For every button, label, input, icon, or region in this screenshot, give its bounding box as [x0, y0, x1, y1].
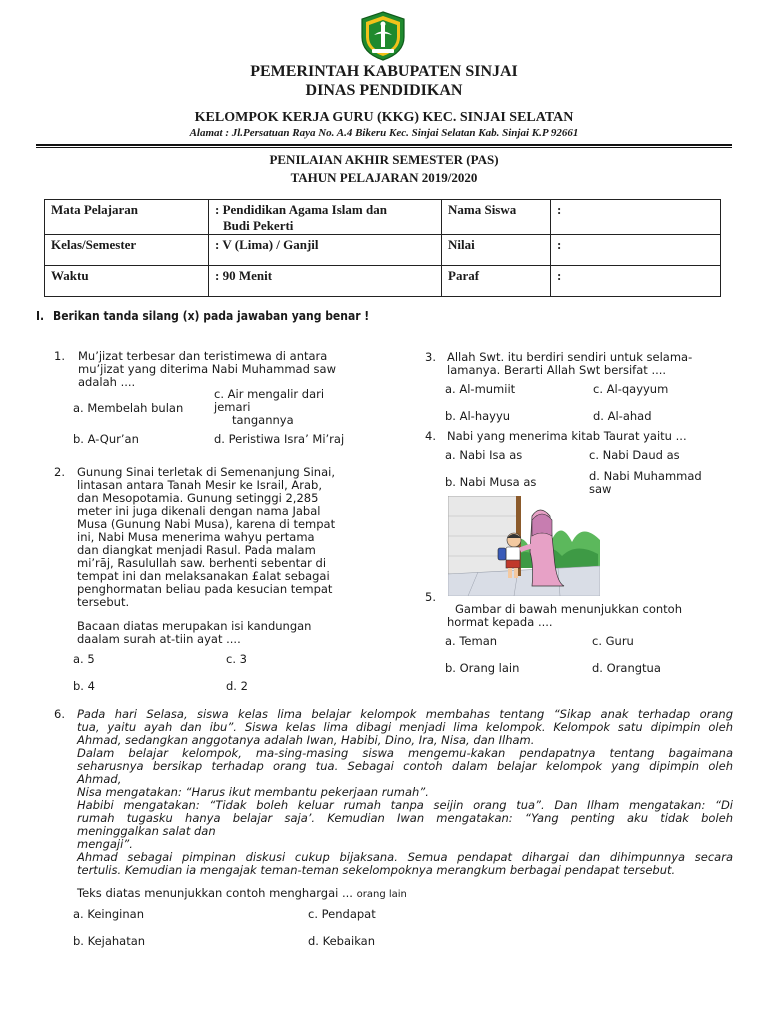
time-value: : 90 Menit — [209, 266, 442, 297]
signature-value: : — [551, 266, 721, 297]
q5-line1: Gambar di bawah menunjukkan contoh — [455, 602, 683, 616]
q5-number: 5. — [425, 590, 436, 604]
q1-line1: Mu’jizat terbesar dan teristimewa di antara — [78, 349, 328, 363]
exam-title: PENILAIAN AKHIR SEMESTER (PAS) — [269, 152, 499, 167]
q2-option-d[interactable]: d. 2 — [226, 679, 248, 693]
header-group: KELOMPOK KERJA GURU (KKG) KEC. SINJAI SELATAN — [194, 110, 574, 125]
q5-option-c[interactable]: c. Guru — [592, 634, 634, 648]
q1-line3: adalah .... — [78, 375, 136, 389]
q1-option-c-line2: jemari — [214, 400, 251, 414]
q2-option-a[interactable]: a. 5 — [73, 652, 95, 666]
q2-passage: Gunung Sinai terletak di Semenanjung Sinai, lintasan antara Tanah Mesir ke Israil, Arab, dan Mesopotamia. Gunung setinggi 2,285 meter ini juga dikenali dengan nama Jabal Musa (Gunung Nabi Musa), karena di tempat ini, Nabi Musa menerima wahyu pertama dan diangkat menjadi Rasul. Pada malam mi’rāj, Rasulullah saw. berhenti sebentar di tempat ini dan melaksanakan £alat sebagai penghormatan beliau pada kesucian tempat tersebut. — [77, 465, 336, 609]
header-address: Alamat : Jl.Persatuan Raya No. A.4 Bikeru Kec. Sinjai Selatan Kab. Sinjai K.P 92661 — [189, 127, 579, 139]
q3-option-b[interactable]: b. Al-hayyu — [445, 409, 511, 423]
q1-option-c[interactable]: c. Air mengalir dari — [214, 387, 325, 401]
instruction-number: I. — [36, 309, 45, 323]
q3-line2: lamanya. Berarti Allah Swt bersifat .... — [447, 363, 667, 377]
q3-option-a[interactable]: a. Al-mumiit — [445, 382, 516, 396]
q1-option-b[interactable]: b. A-Qur’an — [73, 432, 139, 446]
q3-number: 3. — [425, 350, 436, 364]
q4-option-d[interactable]: d. Nabi Muhammad — [589, 469, 702, 483]
q4-option-a[interactable]: a. Nabi Isa as — [445, 448, 523, 462]
q3-line1: Allah Swt. itu berdiri sendiri untuk selama- — [447, 350, 693, 364]
q2-option-c[interactable]: c. 3 — [226, 652, 247, 666]
q4-line1: Nabi yang menerima kitab Taurat yaitu ... — [447, 429, 687, 443]
q6-number: 6. — [54, 707, 65, 721]
q2-question-line1: Bacaan diatas merupakan isi kandungan — [77, 619, 312, 633]
q5-option-d[interactable]: d. Orangtua — [592, 661, 661, 675]
q5-option-a[interactable]: a. Teman — [445, 634, 498, 648]
exam-year: TAHUN PELAJARAN 2019/2020 — [290, 170, 478, 185]
header-gov: PEMERINTAH KABUPATEN SINJAI — [250, 63, 518, 80]
q5-line2: hormat kepada .... — [447, 615, 553, 629]
student-info-table — [44, 199, 721, 297]
student-name-value: : — [551, 200, 721, 235]
q4-option-c[interactable]: c. Nabi Daud as — [589, 448, 680, 462]
q2-question-line2: daalam surah at-tiin ayat .... — [77, 632, 241, 646]
instruction-text: Berikan tanda silang (x) pada jawaban yang benar ! — [53, 309, 370, 323]
q6-option-b[interactable]: b. Kejahatan — [73, 934, 146, 948]
q6-option-a[interactable]: a. Keinginan — [73, 907, 145, 921]
signature-label: Paraf — [442, 266, 551, 297]
q6-question: Teks diatas menunjukkan contoh menghargai ... orang lain — [77, 886, 407, 900]
q6-option-d[interactable]: d. Kebaikan — [308, 934, 375, 948]
q6-story: Pada hari Selasa, siswa kelas lima belajar kelompok membahas tentang “Sikap anak terhadap orang tua, yaitu ayah dan ibu”. Siswa kelas lima dibagi menjadi lima kelompok. Kelompok satu dipimpin oleh Ahmad, sedangkan anggotanya adalah Iwan, Habibi, Dino, Ira, Nisa, dan Ilham. Dalam belajar kelompok, ma-sing-masing siswa mengemu-kakan pendapatnya tentang bagaimana seharusnya bersikap terhadap orang tua. Sebagai contoh dalam belajar kelompok yang dipimpin oleh Ahmad, Nisa mengatakan: “Harus ikut membantu pekerjaan rumah”. Habibi mengatakan: “Tidak boleh keluar rumah tanpa seijin orang tua”. Dan Ilham mengatakan: “Di rumah tugasku hanya belajar saja’. Kemudian Iwan mengatakan: “Yang penting aku tidak boleh meninggalkan salat dan mengaji”. Ahmad sebagai pimpinan diskusi cukup bijaksana. Semua pendapat dihargai dan dihimpunnya secara tertulis. Kemudian ia mengajak teman-teman sekelompoknya merangkum berbagai pendapat tersebut. — [77, 707, 733, 877]
class-value: : V (Lima) / Ganjil — [209, 235, 442, 266]
regency-emblem-icon — [360, 11, 406, 61]
time-label: Waktu — [45, 266, 209, 297]
q3-option-d[interactable]: d. Al-ahad — [593, 409, 652, 423]
child-greeting-mother-icon — [448, 496, 600, 596]
q5-option-b[interactable]: b. Orang lain — [445, 661, 520, 675]
class-label: Kelas/Semester — [45, 235, 209, 266]
q6-option-c[interactable]: c. Pendapat — [308, 907, 376, 921]
q1-option-a[interactable]: a. Membelah bulan — [73, 401, 184, 415]
q1-option-c-line3: tangannya — [232, 413, 294, 427]
score-label: Nilai — [442, 235, 551, 266]
q4-option-b[interactable]: b. Nabi Musa as — [445, 475, 537, 489]
q2-option-b[interactable]: b. 4 — [73, 679, 95, 693]
q1-line2: mu’jizat yang diterima Nabi Muhammad saw — [78, 362, 336, 376]
header-divider — [36, 144, 732, 146]
q2-number: 2. — [54, 465, 65, 479]
q4-option-d-line2: saw — [589, 482, 612, 496]
q5-illustration — [448, 496, 600, 596]
q1-option-d[interactable]: d. Peristiwa Isra’ Mi’raj — [214, 432, 345, 446]
q1-number: 1. — [54, 349, 65, 363]
subject-label: Mata Pelajaran — [45, 200, 209, 235]
score-value: : — [551, 235, 721, 266]
student-name-label: Nama Siswa — [442, 200, 551, 235]
q3-option-c[interactable]: c. Al-qayyum — [593, 382, 669, 396]
logo — [360, 11, 406, 61]
q4-number: 4. — [425, 429, 436, 443]
header-office: DINAS PENDIDIKAN — [305, 82, 463, 99]
header-divider-thin — [36, 147, 732, 148]
subject-value: : Pendidikan Agama Islam dan Budi Pekerti — [209, 200, 442, 235]
